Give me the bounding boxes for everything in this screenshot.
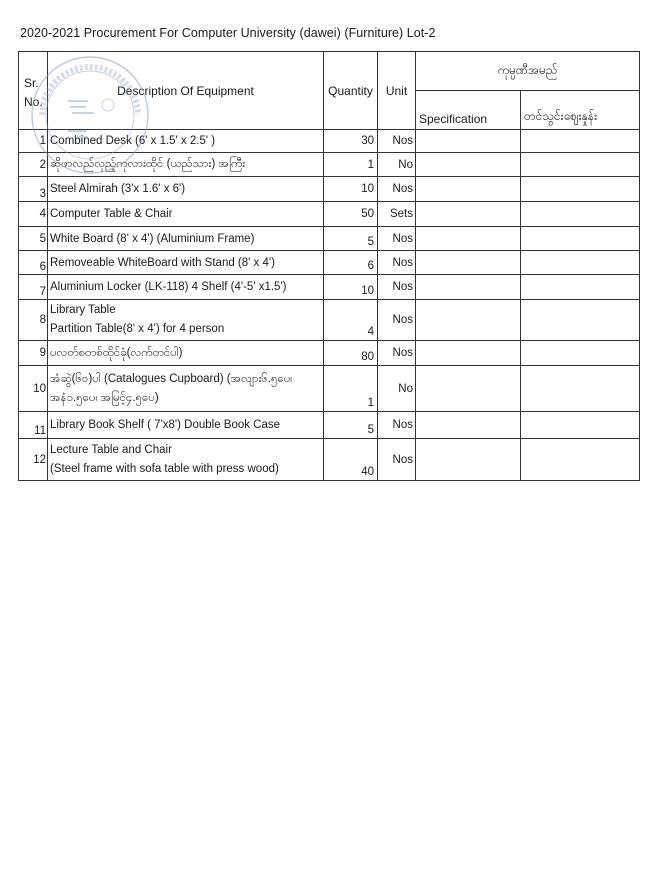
row-quantity: 6 xyxy=(324,251,378,275)
procurement-table xyxy=(18,51,640,481)
row-quantity: 4 xyxy=(324,300,378,341)
row-description-line: Lecture Table and Chair xyxy=(50,443,172,456)
row-number: 9 xyxy=(19,341,48,366)
row-unit: Nos xyxy=(378,300,416,341)
row-description: Combined Desk (6' x 1.5' x 2.5' ) xyxy=(48,130,324,153)
row-specification xyxy=(416,202,521,227)
row-specification xyxy=(416,227,521,251)
row-price xyxy=(521,341,640,366)
row-specification xyxy=(416,412,521,439)
header-no-label: No. xyxy=(24,95,43,109)
row-quantity: 5 xyxy=(324,227,378,251)
row-description xyxy=(48,300,324,341)
header-company-name: ကုမ္ပဏီအမည် xyxy=(416,52,640,91)
table-row xyxy=(19,251,640,275)
row-description-line: Partition Table(8' x 4') for 4 person xyxy=(50,323,225,335)
header-unit: Unit xyxy=(378,52,416,130)
row-description-line: Library Table xyxy=(50,304,116,316)
row-number: 2 xyxy=(19,153,48,177)
row-quantity: 1 xyxy=(324,366,378,412)
row-quantity: 80 xyxy=(324,341,378,366)
table-row xyxy=(19,300,640,341)
row-specification xyxy=(416,130,521,153)
row-description: Library Book Shelf ( 7'x8') Double Book Case xyxy=(48,412,324,439)
header-sr-no xyxy=(19,52,48,130)
row-unit: Nos xyxy=(378,251,416,275)
row-price xyxy=(521,227,640,251)
table-row xyxy=(19,341,640,366)
table-row xyxy=(19,275,640,300)
table-row xyxy=(19,202,640,227)
row-specification xyxy=(416,153,521,177)
row-description xyxy=(48,439,324,481)
row-number: 11 xyxy=(19,412,48,439)
table-row xyxy=(19,177,640,202)
row-number: 3 xyxy=(19,177,48,202)
header-quantity: Quantity xyxy=(324,52,378,130)
table-row xyxy=(19,366,640,412)
row-price xyxy=(521,275,640,300)
row-unit: No xyxy=(378,153,416,177)
row-number: 7 xyxy=(19,275,48,300)
row-description-line: အနံ၁.၅ပေ၊ အမြင့်၄.၅ပေ) xyxy=(50,391,159,404)
table-row xyxy=(19,227,640,251)
row-quantity: 5 xyxy=(324,412,378,439)
table-row xyxy=(19,439,640,481)
row-unit: Nos xyxy=(378,275,416,300)
row-quantity: 50 xyxy=(324,202,378,227)
row-quantity: 1 xyxy=(324,153,378,177)
table-row xyxy=(19,153,640,177)
header-price: တင်သွင်းဈေးနှုန်း xyxy=(521,91,640,130)
row-unit: Nos xyxy=(378,439,416,481)
row-number: 1 xyxy=(19,130,48,153)
row-price xyxy=(521,366,640,412)
row-unit: Nos xyxy=(378,177,416,202)
row-price xyxy=(521,412,640,439)
row-unit: Nos xyxy=(378,412,416,439)
row-price xyxy=(521,251,640,275)
row-quantity: 40 xyxy=(324,439,378,481)
header-description: Description Of Equipment xyxy=(48,52,324,130)
row-price xyxy=(521,439,640,481)
row-quantity: 30 xyxy=(324,130,378,153)
row-unit: Sets xyxy=(378,202,416,227)
row-number: 12 xyxy=(19,439,48,481)
row-description: ပလတ်စတစ်ထိုင်ခုံ(လက်တင်ပါ) xyxy=(48,341,324,366)
row-price xyxy=(521,177,640,202)
row-price xyxy=(521,130,640,153)
row-unit: Nos xyxy=(378,227,416,251)
row-number: 8 xyxy=(19,300,48,341)
document-title: 2020-2021 Procurement For Computer University (dawei) (Furniture) Lot-2 xyxy=(20,26,436,40)
row-description-line: အံဆွဲ(၆၀)ပါ (Catalogues Cupboard) (အလျား၆.၅ပေ၊ xyxy=(50,372,293,385)
row-description-line: (Steel frame with sofa table with press wood) xyxy=(50,462,279,475)
header-row-top xyxy=(19,52,640,91)
row-number: 6 xyxy=(19,251,48,275)
row-unit: No xyxy=(378,366,416,412)
row-description: White Board (8' x 4') (Aluminium Frame) xyxy=(48,227,324,251)
row-unit: Nos xyxy=(378,130,416,153)
header-specification: Specification xyxy=(416,91,521,130)
row-price xyxy=(521,202,640,227)
row-specification xyxy=(416,300,521,341)
row-specification xyxy=(416,177,521,202)
row-number: 4 xyxy=(19,202,48,227)
row-specification xyxy=(416,439,521,481)
row-price xyxy=(521,153,640,177)
row-number: 5 xyxy=(19,227,48,251)
row-specification xyxy=(416,366,521,412)
row-unit: Nos xyxy=(378,341,416,366)
row-quantity: 10 xyxy=(324,177,378,202)
row-description: Removeable WhiteBoard with Stand (8' x 4') xyxy=(48,251,324,275)
row-specification xyxy=(416,251,521,275)
table-row xyxy=(19,412,640,439)
row-quantity: 10 xyxy=(324,275,378,300)
row-description: Aluminium Locker (LK-118) 4 Shelf (4'-5' x1.5') xyxy=(48,275,324,300)
row-description xyxy=(48,366,324,412)
row-description: ဆိုဖာလည်လှည့်ကုလားထိုင် (ယည်သား) အကြီး xyxy=(48,153,324,177)
row-description: Steel Almirah (3'x 1.6' x 6') xyxy=(48,177,324,202)
row-description: Computer Table & Chair xyxy=(48,202,324,227)
row-number: 10 xyxy=(19,366,48,412)
table-row xyxy=(19,130,640,153)
row-price xyxy=(521,300,640,341)
header-sr-label: Sr. xyxy=(24,76,39,90)
row-specification xyxy=(416,275,521,300)
row-specification xyxy=(416,341,521,366)
